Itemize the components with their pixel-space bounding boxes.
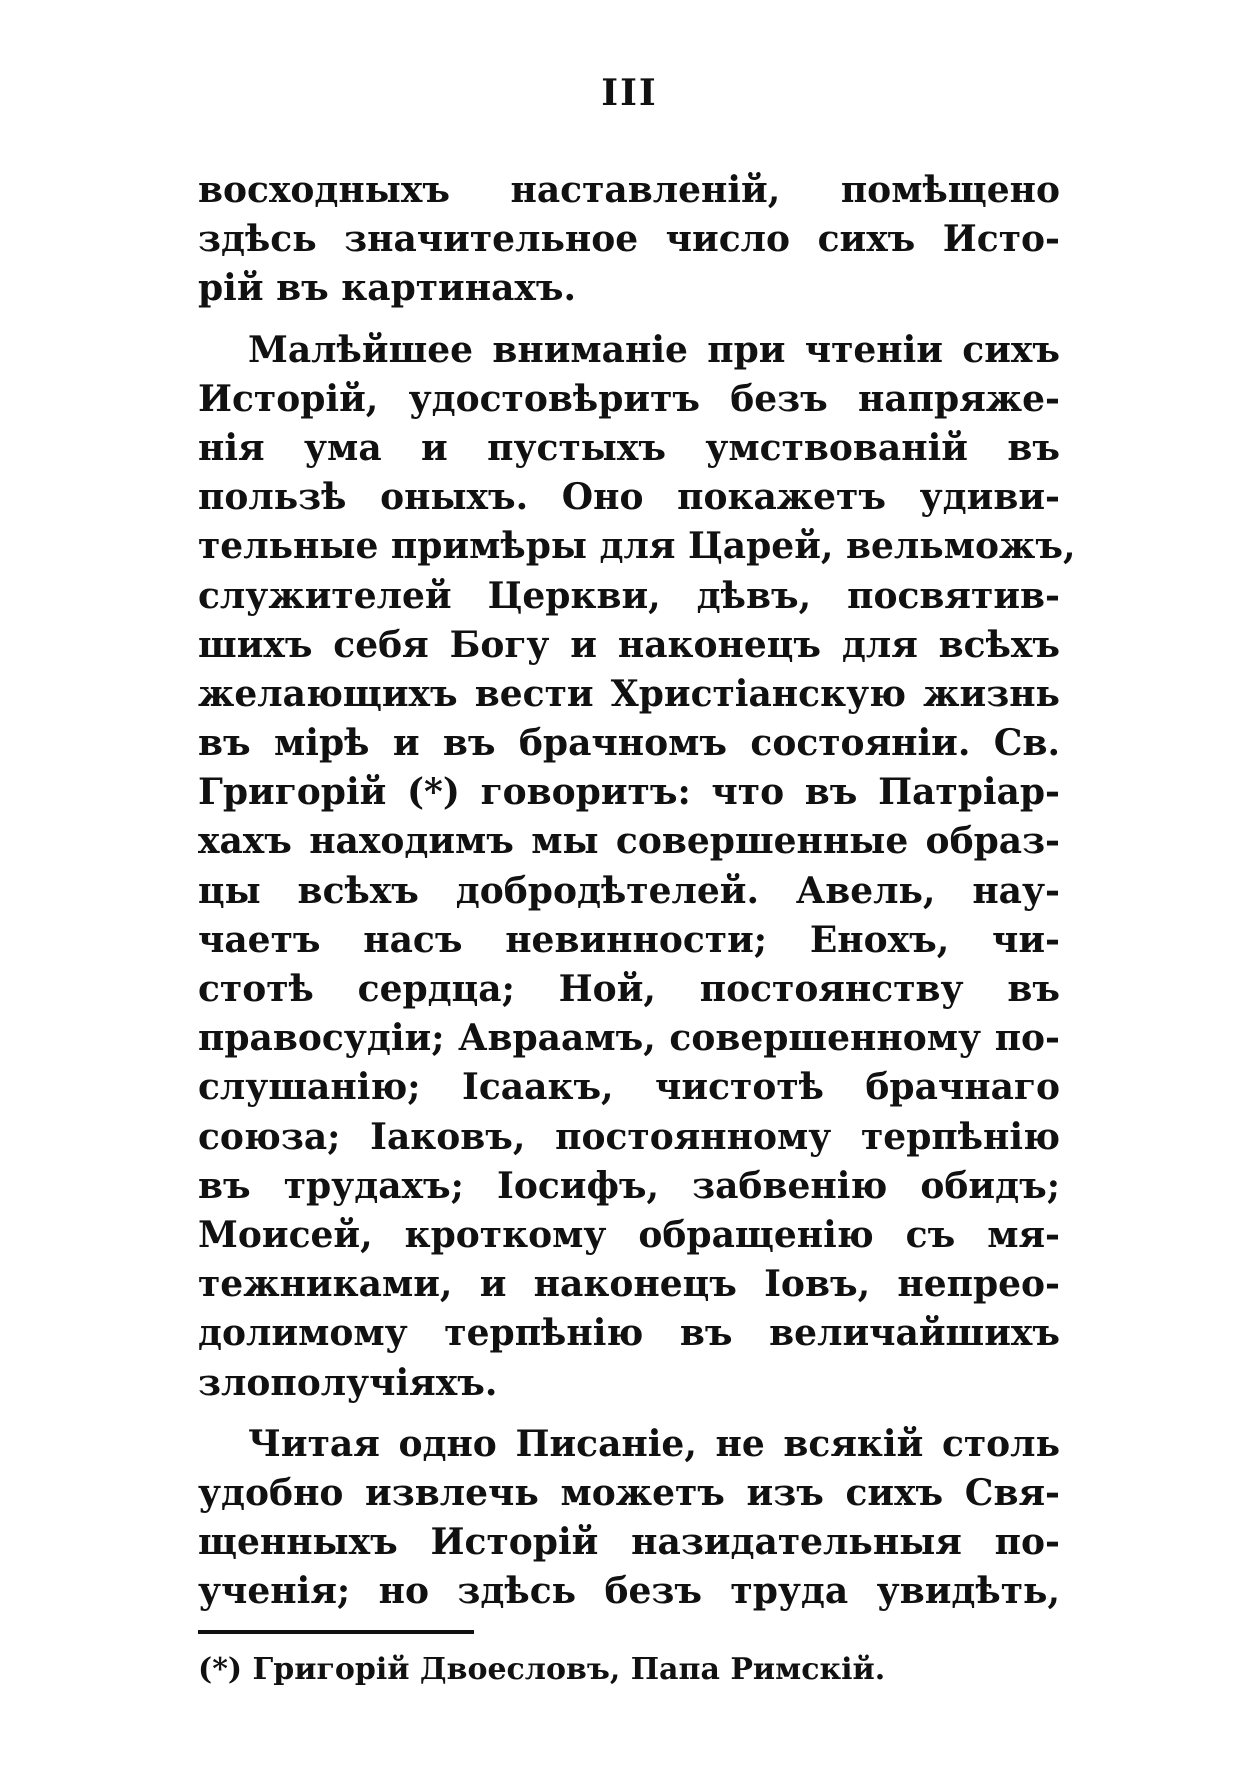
text-line: Исторій, удостовѣритъ безъ напряже- <box>198 377 1060 420</box>
footnote-divider <box>198 1630 474 1634</box>
text-line: цы всѣхъ добродѣтелей. Авель, нау- <box>198 869 1060 912</box>
text-line: тежниками, и наконецъ Іовъ, непрео- <box>198 1263 1060 1306</box>
paragraph-3 <box>198 1420 1060 1617</box>
text-line: здѣсь значительное число сихъ Исто- <box>198 218 1060 261</box>
text-line: Читая одно Писаніе, не всякій столь <box>248 1422 1060 1465</box>
text-line: рій въ картинахъ. <box>198 267 577 310</box>
text-line: ученія; но здѣсь безъ труда увидѣть, <box>198 1570 1060 1613</box>
page-number: III <box>601 72 658 114</box>
text-line: злополучіяхъ. <box>198 1361 498 1404</box>
text-line: чаетъ насъ невинности; Енохъ, чи- <box>198 918 1060 961</box>
text-line: нія ума и пустыхъ умствованій въ <box>198 426 1060 469</box>
footnote: (*) Григорій Двоесловъ, Папа Римскій. <box>198 1652 886 1687</box>
body-text <box>198 166 1076 1616</box>
text-line: щенныхъ Исторій назидательныя по- <box>198 1521 1060 1564</box>
text-line: хахъ находимъ мы совершенные образ- <box>198 820 1060 863</box>
paragraph-1 <box>198 166 1060 314</box>
text-line: союза; Іаковъ, постоянному терпѣнію <box>198 1115 1060 1158</box>
text-line: тельные примѣры для Царей, вельможъ, <box>198 525 1076 568</box>
paragraph-2 <box>198 326 1076 1408</box>
text-line: служителей Церкви, дѣвъ, посвятив- <box>198 574 1060 617</box>
text-line: въ мірѣ и въ брачномъ состояніи. Св. <box>198 722 1060 765</box>
text-line: удобно извлечь можетъ изъ сихъ Свя- <box>198 1471 1060 1514</box>
text-line: слушанію; Ісаакъ, чистотѣ брачнаго <box>198 1066 1060 1109</box>
text-line: Малѣйшее вниманіе при чтеніи сихъ <box>248 328 1060 371</box>
text-line: правосудіи; Авраамъ, совершенному по- <box>198 1017 1060 1060</box>
text-line: въ трудахъ; Іосифъ, забвенію обидъ; <box>198 1164 1060 1207</box>
text-line: долимому терпѣнію въ величайшихъ <box>198 1312 1060 1355</box>
text-line: Моисей, кроткому обращенію съ мя- <box>198 1213 1060 1256</box>
text-line: Григорій (*) говоритъ: что въ Патріар- <box>198 771 1060 814</box>
text-line: желающихъ вести Христіанскую жизнь <box>198 672 1060 715</box>
text-line: пользѣ оныхъ. Оно покажетъ удиви- <box>198 476 1060 519</box>
paragraph-gap <box>198 1408 1060 1420</box>
text-line: восходныхъ наставленій, помѣщено <box>198 169 1060 211</box>
text-line: стотѣ сердца; Ной, постоянству въ <box>198 968 1060 1010</box>
text-line: шихъ себя Богу и наконецъ для всѣхъ <box>198 623 1060 666</box>
paragraph-gap <box>198 314 1060 326</box>
